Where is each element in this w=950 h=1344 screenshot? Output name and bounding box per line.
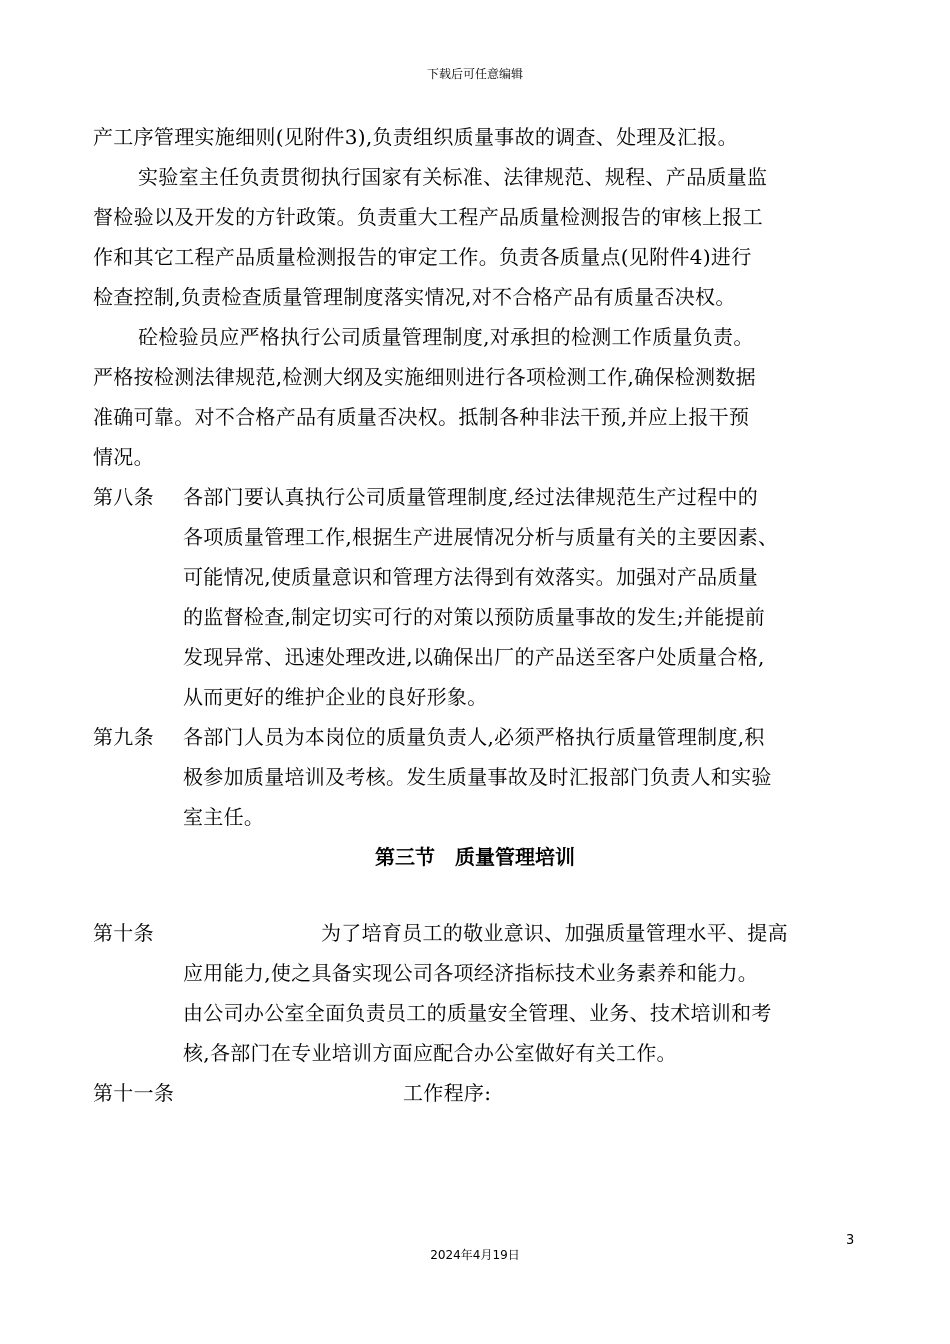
article-11 bbox=[93, 1073, 868, 1113]
article-body bbox=[183, 913, 868, 1073]
article-line: 应用能力,使之具备实现公司各项经济指标技术业务素养和能力。 bbox=[183, 961, 759, 985]
paragraph-line: 督检验以及开发的方针政策。负责重大工程产品质量检测报告的审核上报工 bbox=[93, 205, 763, 229]
article-9 bbox=[93, 717, 868, 837]
paragraph-line: 严格按检测法律规范,检测大纲及实施细则进行各项检测工作,确保检测数据 bbox=[93, 365, 756, 389]
article-line: 极参加质量培训及考核。发生质量事故及时汇报部门负责人和实验 bbox=[183, 765, 772, 789]
article-line: 的监督检查,制定切实可行的对策以预防质量事故的发生;并能提前 bbox=[183, 605, 766, 629]
paragraph-line: 检查控制,负责检查质量管理制度落实情况,对不合格产品有质量否决权。 bbox=[93, 285, 736, 309]
article-line: 室主任。 bbox=[183, 805, 265, 829]
page-number: 3 bbox=[846, 1233, 855, 1248]
paragraph-line: 情况。 bbox=[93, 445, 154, 469]
article-line: 由公司办公室全面负责员工的质量安全管理、业务、技术培训和考 bbox=[183, 1001, 772, 1025]
section-title: 第三节 质量管理培训 bbox=[375, 845, 575, 869]
spacer bbox=[93, 877, 868, 913]
article-line: 各部门人员为本岗位的质量负责人,必须严格执行质量管理制度,积 bbox=[183, 725, 765, 749]
paragraph-line: 砼检验员应严格执行公司质量管理制度,对承担的检测工作质量负责。 bbox=[138, 325, 754, 349]
article-line: 为了培育员工的敬业意识、加强质量管理水平、提高 bbox=[321, 921, 788, 945]
page-footer-date: 2024年4月19日 bbox=[430, 1248, 520, 1262]
article-line: 可能情况,使质量意识和管理方法得到有效落实。加强对产品质量 bbox=[183, 565, 759, 589]
article-label: 第十一条 bbox=[93, 1081, 175, 1105]
article-line: 工作程序: bbox=[403, 1081, 492, 1105]
article-label: 第八条 bbox=[93, 485, 154, 509]
article-line: 各项质量管理工作,根据生产进展情况分析与质量有关的主要因素、 bbox=[183, 525, 779, 549]
article-line: 从而更好的维护企业的良好形象。 bbox=[183, 685, 488, 709]
paragraph-line: 产工序管理实施细则(见附件3),负责组织质量事故的调查、处理及汇报。 bbox=[93, 125, 738, 149]
article-body bbox=[183, 717, 868, 837]
document-body bbox=[93, 117, 868, 1113]
article-body bbox=[403, 1073, 868, 1113]
page-header: 下载后可任意编辑 bbox=[426, 67, 523, 81]
article-10 bbox=[93, 913, 868, 1073]
paragraph-line: 作和其它工程产品质量检测报告的审定工作。负责各质量点(见附件4)进行 bbox=[93, 245, 752, 269]
paragraph-line: 实验室主任负责贯彻执行国家有关标准、法律规范、规程、产品质量监 bbox=[138, 165, 768, 189]
article-8 bbox=[93, 477, 868, 717]
article-label: 第十条 bbox=[93, 921, 154, 945]
article-body bbox=[183, 477, 868, 717]
paragraph-line: 准确可靠。对不合格产品有质量否决权。抵制各种非法干预,并应上报干预 bbox=[93, 405, 750, 429]
article-label: 第九条 bbox=[93, 725, 154, 749]
article-line: 发现异常、迅速处理改进,以确保出厂的产品送至客户处质量合格, bbox=[183, 645, 765, 669]
article-line: 核,各部门在专业培训方面应配合办公室做好有关工作。 bbox=[183, 1041, 677, 1065]
article-line: 各部门要认真执行公司质量管理制度,经过法律规范生产过程中的 bbox=[183, 485, 759, 509]
